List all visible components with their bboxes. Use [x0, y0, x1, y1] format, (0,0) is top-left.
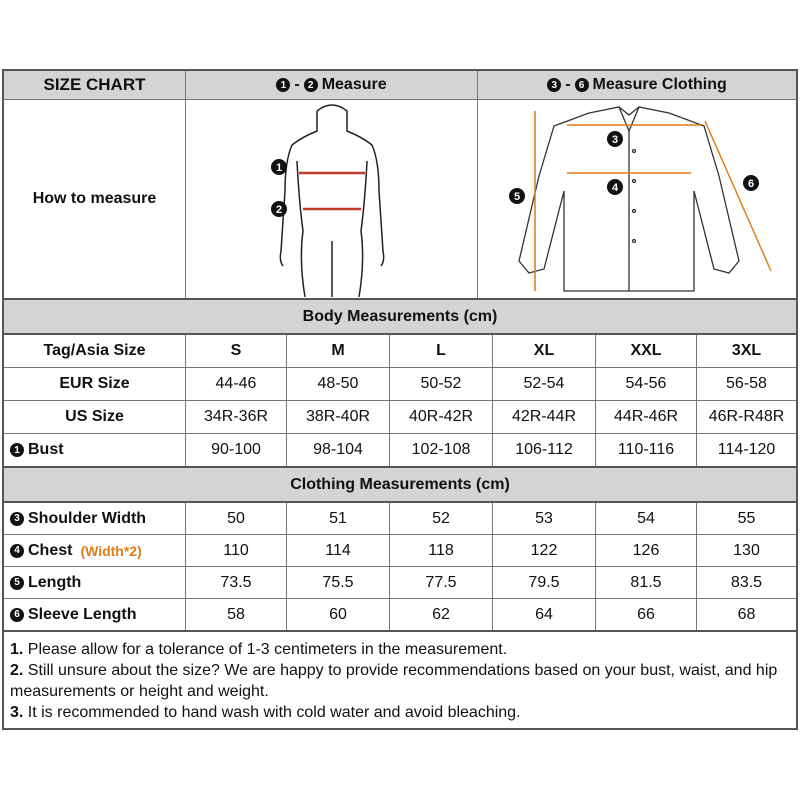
number-badge: 5: [10, 576, 24, 590]
marker-1: 1: [275, 162, 282, 174]
table-cell: 44-46: [186, 368, 287, 400]
measure-clothing-header: 3 - 6 Measure Clothing: [478, 71, 796, 99]
body-measurements-title-row: [4, 300, 796, 333]
table-cell: 126: [596, 535, 697, 566]
note-1: 1. Please allow for a tolerance of 1-3 centimeters in the measurement.: [10, 641, 508, 658]
marker-2: 2: [275, 204, 282, 216]
table-cell: 118: [390, 535, 493, 566]
table-cell: 66: [596, 599, 697, 630]
table-cell: 52-54: [493, 368, 596, 400]
table-cell: 62: [390, 599, 493, 630]
number-badge-3: 3: [547, 78, 561, 92]
number-badge-2: 2: [304, 78, 318, 92]
size-xxl: XXL: [596, 335, 697, 367]
clothing-measurements-title: Clothing Measurements (cm): [290, 475, 510, 493]
how-to-measure-label: How to measure: [4, 100, 186, 298]
size-l: L: [390, 335, 493, 367]
table-cell: 122: [493, 535, 596, 566]
length-row: [4, 567, 796, 598]
body-silhouette-figure: [187, 101, 477, 297]
size-xl: XL: [493, 335, 596, 367]
body-measurements-title: Body Measurements (cm): [302, 307, 498, 325]
measure-header: 1 - 2 Measure: [186, 71, 478, 99]
header-row: [4, 71, 796, 99]
table-cell: 110: [186, 535, 287, 566]
bust-label: 1 Bust: [4, 434, 186, 466]
sleeve-length-label: 6 Sleeve Length: [4, 599, 186, 630]
table-cell: 90-100: [186, 434, 287, 466]
table-cell: 48-50: [287, 368, 390, 400]
marker-6: 6: [747, 178, 755, 190]
table-cell: 42R-44R: [493, 401, 596, 433]
table-cell: 53: [493, 503, 596, 534]
shoulder-width-label: 3 Shoulder Width: [4, 503, 186, 534]
table-cell: 54: [596, 503, 697, 534]
size-chart-title: SIZE CHART: [4, 71, 186, 99]
size-3xl: 3XL: [731, 342, 762, 359]
table-cell: 75.5: [287, 567, 390, 598]
shirt-figure-cell: [478, 100, 796, 298]
note-2: 2. Still unsure about the size? We are happy to provide recommendations based on your bust, waist, and hip measurements or height and weight.: [10, 662, 778, 700]
table-cell: 98-104: [287, 434, 390, 466]
table-cell: 54-56: [596, 368, 697, 400]
measure-clothing-label: Measure Clothing: [592, 76, 727, 93]
table-cell: 114-120: [717, 441, 776, 458]
number-badge-6: 6: [575, 78, 589, 92]
clothing-measurements-title-row: [4, 468, 796, 501]
table-cell: 73.5: [186, 567, 287, 598]
us-size-row: [4, 401, 796, 433]
table-cell: 40R-42R: [390, 401, 493, 433]
marker-4: 4: [611, 182, 619, 194]
us-size-label: US Size: [4, 401, 186, 433]
sleeve-length-row: [4, 599, 796, 630]
table-cell: 56-58: [726, 375, 767, 392]
table-cell: 79.5: [493, 567, 596, 598]
table-cell: 55: [737, 509, 756, 527]
table-cell: 51: [287, 503, 390, 534]
table-cell: 44R-46R: [596, 401, 697, 433]
eur-size-label: EUR Size: [4, 368, 186, 400]
table-cell: 83.5: [730, 573, 763, 591]
length-label: 5 Length: [4, 567, 186, 598]
table-cell: 58: [186, 599, 287, 630]
table-cell: 77.5: [390, 567, 493, 598]
table-cell: 102-108: [390, 434, 493, 466]
bust-row: [4, 434, 796, 466]
table-cell: 50-52: [390, 368, 493, 400]
size-m: M: [287, 335, 390, 367]
shirt-diagram-figure: [479, 101, 795, 297]
table-cell: 52: [390, 503, 493, 534]
marker-5: 5: [513, 191, 521, 203]
table-cell: 60: [287, 599, 390, 630]
table-cell: 81.5: [596, 567, 697, 598]
table-cell: 110-116: [596, 434, 697, 466]
table-cell: 114: [287, 535, 390, 566]
size-chart-table: [2, 69, 798, 730]
table-cell: 50: [186, 503, 287, 534]
table-cell: 130: [733, 541, 760, 559]
how-to-measure-row: [4, 100, 796, 298]
note-3: 3. It is recommended to hand wash with cold water and avoid bleaching.: [10, 704, 521, 721]
shoulder-width-row: [4, 503, 796, 534]
table-cell: 64: [493, 599, 596, 630]
size-header-row: [4, 335, 796, 367]
table-cell: 68: [737, 605, 756, 623]
chest-width-note: (Width*2): [80, 542, 142, 559]
number-badge: 4: [10, 544, 24, 558]
table-cell: 38R-40R: [287, 401, 390, 433]
table-cell: 106-112: [493, 434, 596, 466]
size-s: S: [186, 335, 287, 367]
chest-label: 4 Chest (Width*2): [4, 535, 186, 566]
number-badge: 3: [10, 512, 24, 526]
table-cell: 34R-36R: [186, 401, 287, 433]
number-badge-1: 1: [276, 78, 290, 92]
number-badge: 6: [10, 608, 24, 622]
number-badge: 1: [10, 443, 24, 457]
table-cell: 46R-R48R: [708, 408, 785, 425]
chest-row: [4, 535, 796, 566]
notes-section: [4, 631, 796, 731]
marker-3: 3: [611, 134, 619, 146]
eur-size-row: [4, 368, 796, 400]
measure-label: Measure: [321, 76, 387, 93]
body-figure-cell: [186, 100, 478, 298]
tag-asia-size-label: Tag/Asia Size: [4, 335, 186, 367]
